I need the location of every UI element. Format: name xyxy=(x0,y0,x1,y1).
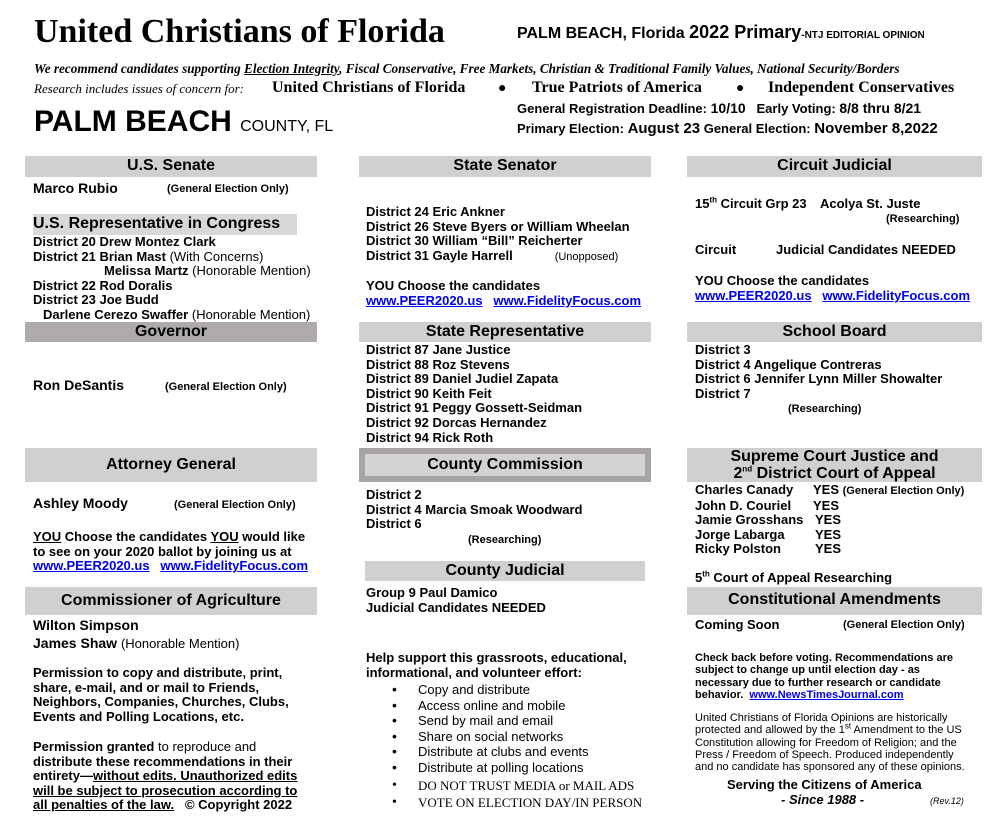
congress-d23: District 23 Joe Budd xyxy=(33,292,159,308)
disclaimer-block xyxy=(695,712,965,773)
amendments-header: Constitutional Amendments xyxy=(687,587,982,615)
disc2-prefix: protected and allowed by the 1 xyxy=(695,724,845,737)
perm-g5: all penalties of the law. xyxy=(33,797,175,813)
sh2-sup: nd xyxy=(742,464,753,474)
recommend-line xyxy=(34,61,900,77)
supreme-court-header xyxy=(687,448,982,482)
general-date-value: November 8,2022 xyxy=(814,120,938,137)
agri-note2: (Honorable Mention) xyxy=(120,636,240,651)
amendments-value: Coming Soon xyxy=(695,617,780,632)
help-bullet: • Send by mail and email xyxy=(366,713,642,729)
disc-line4: Press / Freedom of Speech. Produced independently xyxy=(695,748,954,761)
help-line1: Help support this grassroots, educational, xyxy=(366,650,627,665)
revision-label: (Rev.12) xyxy=(930,796,964,806)
rep-d94: District 94 Rick Roth xyxy=(366,429,494,445)
rep-d89: District 89 Daniel Judiel Zapata xyxy=(366,371,559,387)
circuit-links xyxy=(695,289,970,304)
permission-block xyxy=(33,666,289,724)
supreme-header-line1: Supreme Court Justice and xyxy=(730,448,939,465)
d21-name: District 21 Brian Mast xyxy=(33,248,166,264)
help-bullet: • VOTE ON ELECTION DAY/IN PERSON xyxy=(366,795,642,811)
choose-you2: YOU xyxy=(210,529,239,544)
judicial-needed: Judicial Candidates NEEDED xyxy=(366,599,546,615)
senator-d26: District 26 Steve Byers or William Wheelan xyxy=(366,218,630,234)
congress-header: U.S. Representative in Congress xyxy=(33,214,297,235)
org3-label: Independent Conservatives xyxy=(768,79,955,96)
senate-header: U.S. Senate xyxy=(25,156,317,177)
research-prefix: Research includes issues of concern for: xyxy=(34,81,244,96)
c15-mid: Circuit Grp 23 xyxy=(717,196,807,211)
county-small: COUNTY, FL xyxy=(240,118,334,135)
disc2-rest: Amendment to the US xyxy=(851,724,962,737)
perm-g-rest: to reproduce and xyxy=(154,739,257,754)
org2-label: True Patriots of America xyxy=(532,79,702,96)
agriculture-candidate2 xyxy=(33,635,239,651)
perm-g-line5 xyxy=(33,798,297,813)
justice-name: Jamie Grosshans xyxy=(695,512,804,528)
circuit-choose xyxy=(695,274,970,303)
perm-g-line2: distribute these recommendations in their xyxy=(33,753,293,769)
perm-g-line1 xyxy=(33,740,297,755)
general-date-label: General Election: xyxy=(703,121,811,136)
governor-candidate: Ron DeSantis xyxy=(33,377,125,393)
circuit-15th-note: (Researching) xyxy=(886,213,960,225)
commission-researching: (Researching) xyxy=(468,534,542,546)
circuit-15th xyxy=(695,197,807,212)
justice-row xyxy=(695,499,964,514)
county-judicial-header: County Judicial xyxy=(365,561,645,581)
primary-date-label: Primary Election: xyxy=(517,121,624,136)
check-back-block xyxy=(695,652,953,701)
rep-d88: District 88 Roz Stevens xyxy=(366,356,510,372)
state-senator-header: State Senator xyxy=(359,156,651,177)
perm-g-line3 xyxy=(33,769,297,784)
choose-end: would like xyxy=(238,529,306,544)
early-label: Early Voting: xyxy=(756,101,836,116)
help-bullet: • DO NOT TRUST MEDIA or MAIL ADS xyxy=(366,778,642,794)
justice-row xyxy=(695,528,964,543)
senator-choose-text: YOU Choose the candidates xyxy=(366,278,541,293)
agri-name2: James Shaw xyxy=(33,635,118,651)
justice-name: John D. Couriel xyxy=(695,497,792,513)
justice-name: Jorge Labarga xyxy=(695,526,785,542)
peer2020-link[interactable]: www.PEER2020.us xyxy=(366,292,483,308)
choose-line1 xyxy=(33,530,308,545)
election-heading xyxy=(517,22,925,46)
ag-note: (General Election Only) xyxy=(174,499,296,511)
school-board-header: School Board xyxy=(687,322,982,342)
help-bullet: • Share on social networks xyxy=(366,729,642,745)
org1-label: United Christians of Florida xyxy=(272,79,466,96)
justice-vote: YES xyxy=(815,526,842,542)
county-heading xyxy=(34,104,333,145)
senate-candidate: Marco Rubio xyxy=(33,180,118,196)
congress-d21b xyxy=(33,264,311,279)
choose-you1: YOU xyxy=(33,529,62,544)
circuit-judicial-header: Circuit Judicial xyxy=(687,156,982,177)
county-judicial-list xyxy=(366,586,546,615)
congress-d22: District 22 Rod Doralis xyxy=(33,277,173,293)
help-bullet: • Copy and distribute xyxy=(366,682,642,698)
perm-line3: Neighbors, Companies, Churches, Clubs, xyxy=(33,694,289,710)
perm-g3b: without edits. Unauthorized edits xyxy=(92,768,298,784)
justice-vote: YES xyxy=(813,482,840,497)
check-line3: necessary due to further research or candidate xyxy=(695,676,941,689)
choose-links xyxy=(33,559,308,574)
check-line4 xyxy=(695,689,953,701)
check-behavior: behavior. xyxy=(695,688,744,701)
congress-d21 xyxy=(33,250,311,265)
congress-d20: District 20 Drew Montez Clark xyxy=(33,234,216,249)
bullet-sep: ● xyxy=(736,79,745,95)
peer2020-link[interactable]: www.PEER2020.us xyxy=(33,558,150,574)
org-title: United Christians of Florida xyxy=(34,13,445,50)
justice-row xyxy=(695,542,964,557)
circuit-15th-candidate: Acolya St. Juste xyxy=(820,196,921,211)
peer2020-link[interactable]: www.PEER2020.us xyxy=(695,287,812,303)
help-bullet: • Distribute at clubs and events xyxy=(366,744,642,760)
help-bullet: • Access online and mobile xyxy=(366,698,642,714)
school-d6: District 6 Jennifer Lynn Miller Showalter xyxy=(695,371,943,387)
election-integrity: Election Integrity xyxy=(244,61,340,76)
county-commission-header-frame xyxy=(359,448,651,482)
election-dates-line xyxy=(517,120,938,138)
ag-choose xyxy=(33,530,308,574)
ag-header: Attorney General xyxy=(25,448,317,482)
reg-label: General Registration Deadline: xyxy=(517,101,707,116)
perm-line2: share, e-mail, and or mail to Friends, xyxy=(33,679,260,695)
disc-line2 xyxy=(695,721,965,737)
location-label: PALM BEACH, Florida xyxy=(517,25,685,42)
bullet-sep: ● xyxy=(498,79,507,95)
c15-prefix: 15 xyxy=(695,196,710,211)
state-rep-list xyxy=(366,343,582,445)
help-bullet: • Distribute at polling locations xyxy=(366,760,642,776)
justice-row xyxy=(695,513,964,528)
d23b-note: (Honorable Mention) xyxy=(191,306,311,322)
ag-candidate: Ashley Moody xyxy=(33,495,128,511)
senator-choose xyxy=(366,279,641,308)
check-line2: subject to change up until election day - as xyxy=(695,664,920,677)
school-d3: District 3 xyxy=(695,342,751,357)
school-researching: (Researching) xyxy=(788,403,862,415)
appeal-prefix: 5 xyxy=(695,570,703,585)
agriculture-header: Commissioner of Agriculture xyxy=(25,587,317,615)
appeal-court-line xyxy=(695,571,892,586)
governor-header: Governor xyxy=(25,322,317,342)
s31-name: District 31 Gayle Harrell xyxy=(366,247,513,263)
d21b-note: (Honorable Mention) xyxy=(192,263,311,279)
agriculture-candidate1: Wilton Simpson xyxy=(33,617,139,633)
perm-granted: Permission granted xyxy=(33,739,155,754)
primary-label: 2022 Primary xyxy=(689,22,802,42)
school-d7: District 7 xyxy=(695,385,751,401)
d21-note: (With Concerns) xyxy=(169,248,264,264)
commission-d2: District 2 xyxy=(366,487,422,502)
county-big: PALM BEACH xyxy=(34,105,232,138)
justice-list xyxy=(695,483,964,557)
early-value: 8/8 thru 8/21 xyxy=(839,100,922,116)
fidelityfocus-link[interactable]: www.FidelityFocus.com xyxy=(160,558,309,574)
check-line1: Check back before voting. Recommendations are xyxy=(695,652,953,664)
school-d4: District 4 Angelique Contreras xyxy=(695,356,882,372)
justice-note: (General Election Only) xyxy=(842,485,965,497)
choose-line2: to see on your 2020 ballot by joining us at xyxy=(33,543,292,559)
circuit-label: Circuit xyxy=(695,242,737,257)
disc-line5: and no candidate has sponsored any of these opinions. xyxy=(695,761,965,774)
county-commission-header: County Commission xyxy=(365,454,645,476)
justice-name: Charles Canady xyxy=(695,482,794,497)
amendments-note: (General Election Only) xyxy=(843,619,965,631)
rep-d92: District 92 Dorcas Hernandez xyxy=(366,414,547,430)
d23b-name: Darlene Cerezo Swaffer xyxy=(43,306,189,322)
copyright: © Copyright 2022 xyxy=(184,797,293,813)
justice-vote: YES xyxy=(815,512,842,528)
judicial-group9: Group 9 Paul Damico xyxy=(366,585,498,600)
justice-name: Ricky Polston xyxy=(695,541,781,557)
since-line: - Since 1988 - xyxy=(781,792,865,807)
serving-line: Serving the Citizens of America xyxy=(727,777,922,792)
congress-d23b xyxy=(33,308,311,323)
perm-g-line4: will be subject to prosecution according to xyxy=(33,782,298,798)
rep-d91: District 91 Peggy Gossett-Seidman xyxy=(366,400,583,416)
rep-d90: District 90 Keith Feit xyxy=(366,385,492,401)
circuit-needed: Judicial Candidates NEEDED xyxy=(776,242,956,257)
fidelityfocus-link[interactable]: www.FidelityFocus.com xyxy=(493,292,642,308)
supreme-header-line2 xyxy=(687,465,982,482)
primary-date-value: August 23 xyxy=(627,120,701,137)
senator-d30: District 30 William “Bill” Reicherter xyxy=(366,233,583,249)
state-rep-header: State Representative xyxy=(359,322,651,342)
recommend-suffix: , Fiscal Conservative, Free Markets, Christian & Traditional Family Values, National Security/Borders xyxy=(339,61,900,76)
commission-d4: District 4 Marcia Smoak Woodward xyxy=(366,501,583,517)
choose-mid: Choose the candidates xyxy=(61,529,211,544)
senator-links xyxy=(366,294,641,309)
circuit-choose-text: YOU Choose the candidates xyxy=(695,273,870,288)
governor-note: (General Election Only) xyxy=(165,381,287,393)
fidelityfocus-link[interactable]: www.FidelityFocus.com xyxy=(822,287,971,303)
help-bullet-list xyxy=(366,682,642,811)
school-board-list xyxy=(695,343,942,401)
c15-sup: th xyxy=(709,195,718,205)
senate-note: (General Election Only) xyxy=(167,183,289,195)
congress-list xyxy=(33,235,311,323)
perm-g3a: entirety— xyxy=(33,768,93,784)
senator-d24: District 24 Eric Ankner xyxy=(366,204,505,219)
sh2-prefix: 2 xyxy=(733,465,743,482)
help-block xyxy=(366,651,627,680)
editorial-label: -NTJ EDITORIAL OPINION xyxy=(801,30,925,41)
s31-note: (Unopposed) xyxy=(554,250,619,263)
state-senator-list xyxy=(366,205,630,264)
registration-line xyxy=(517,100,921,117)
d21b-name: Melissa Martz xyxy=(104,263,189,279)
newstimesjournal-link[interactable]: www.NewsTimesJournal.com xyxy=(749,688,904,701)
justice-row xyxy=(695,483,964,499)
appeal-rest: Court of Appeal Researching xyxy=(709,570,893,585)
appeal-sup: th xyxy=(702,569,710,579)
senator-d31 xyxy=(366,249,630,265)
reg-value: 10/10 xyxy=(710,100,746,116)
disc-line1: United Christians of Florida Opinions are historically xyxy=(695,712,948,724)
perm-line1: Permission to copy and distribute, print, xyxy=(33,665,283,680)
justice-vote: YES xyxy=(815,541,842,557)
commission-d6: District 6 xyxy=(366,516,422,532)
perm-line4: Events and Polling Locations, etc. xyxy=(33,708,244,724)
justice-vote: YES xyxy=(813,497,840,513)
disc-line3: Constitution allowing for Freedom of Religion; and the xyxy=(695,736,957,749)
rep-d87: District 87 Jane Justice xyxy=(366,342,511,357)
disc2-sup: st xyxy=(844,721,852,731)
sh2-rest: District Court of Appeal xyxy=(752,465,936,482)
permission-granted-block xyxy=(33,740,297,813)
recommend-prefix: We recommend candidates supporting xyxy=(34,61,245,76)
help-line2: informational, and volunteer effort: xyxy=(366,664,582,680)
county-commission-list xyxy=(366,488,583,532)
